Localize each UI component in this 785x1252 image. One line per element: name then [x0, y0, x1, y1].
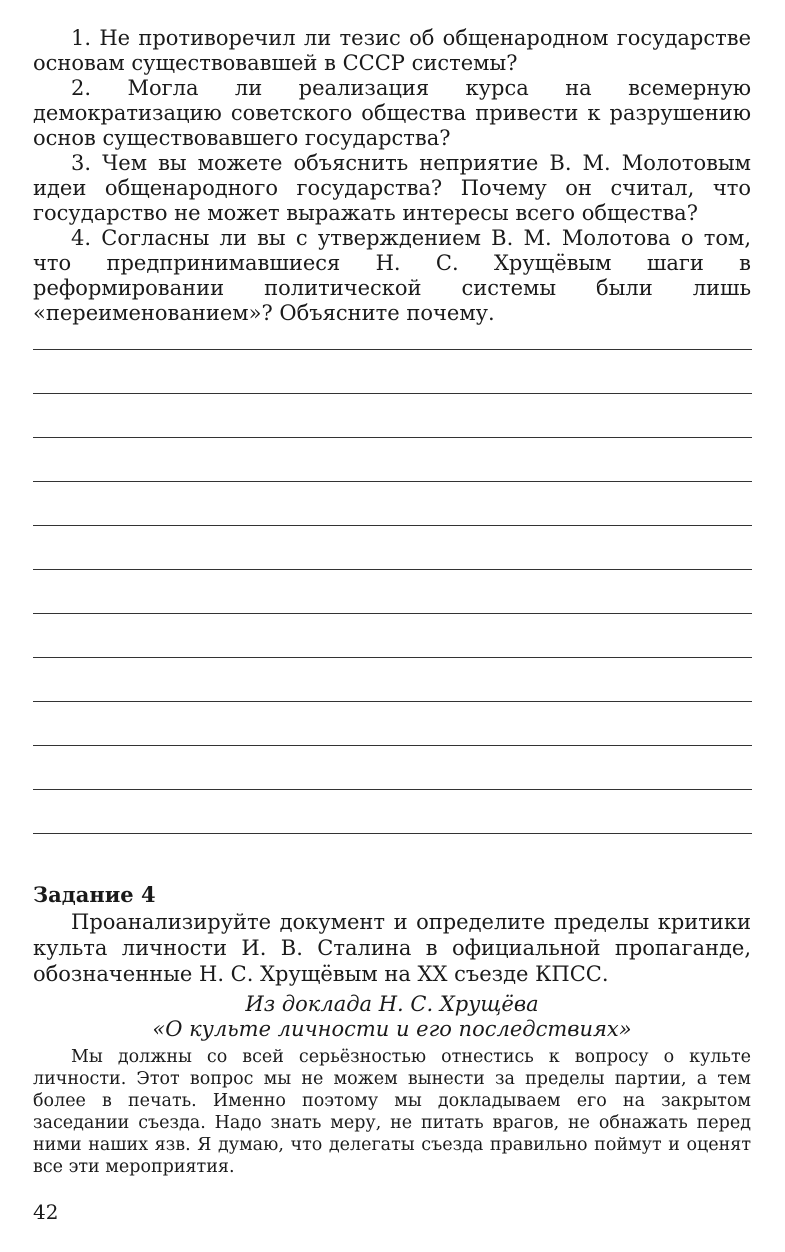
answer-area[interactable] [33, 349, 752, 877]
document-text: Мы должны со всей серьёзностью отнестись к вопросу о культе личности. Этот вопрос мы не можем вынести за пределы партии, а тем более в печать. Именно поэтому мы докладываем его на закрытом заседании съезда. Надо знать меру, не питать врагов, не обнажать перед ними наших язв. Я думаю, что делегаты съезда правильно поймут и оценят все эти мероприятия. [33, 1047, 751, 1177]
answer-line [33, 613, 752, 614]
answer-line [33, 525, 752, 526]
question-4: 4. Согласны ли вы с утверждением В. М. Молотова о том, что предпринимавшиеся Н. С. Хрущёвым шаги в реформировании политической системы были лишь «переименованием»? Объясните почему. [33, 226, 751, 325]
document-source-line-2: «О культе личности и его последствиях» [152, 1017, 632, 1041]
answer-line [33, 657, 752, 658]
task-text: Проанализируйте документ и определите пределы критики культа личности И. В. Сталина в официальной пропаганде, обозначенные Н. С. Хрущёвым на XX съезде КПСС. [33, 910, 751, 986]
answer-line [33, 481, 752, 482]
question-2: 2. Могла ли реализация курса на всемерную демократизацию советского общества привести к разрушению основ существовавшего государства? [33, 76, 751, 150]
question-3: 3. Чем вы можете объяснить неприятие В. М. Молотовым идеи общенародного государства? Почему он считал, что государство не может выражать интересы всего общества? [33, 151, 751, 225]
page-number: 42 [33, 1200, 59, 1224]
answer-line [33, 393, 752, 394]
task-title: Задание 4 [33, 882, 156, 907]
answer-line [33, 569, 752, 570]
document-source [33, 992, 751, 1042]
questions-block [33, 26, 751, 326]
answer-line [33, 701, 752, 702]
answer-line [33, 789, 752, 790]
answer-line [33, 833, 752, 834]
answer-line [33, 745, 752, 746]
question-1: 1. Не противоречил ли тезис об общенародном государстве основам существовавшей в СССР системы? [33, 26, 751, 75]
document-source-line-1: Из доклада Н. С. Хрущёва [245, 992, 539, 1016]
answer-line [33, 437, 752, 438]
answer-line [33, 349, 752, 350]
